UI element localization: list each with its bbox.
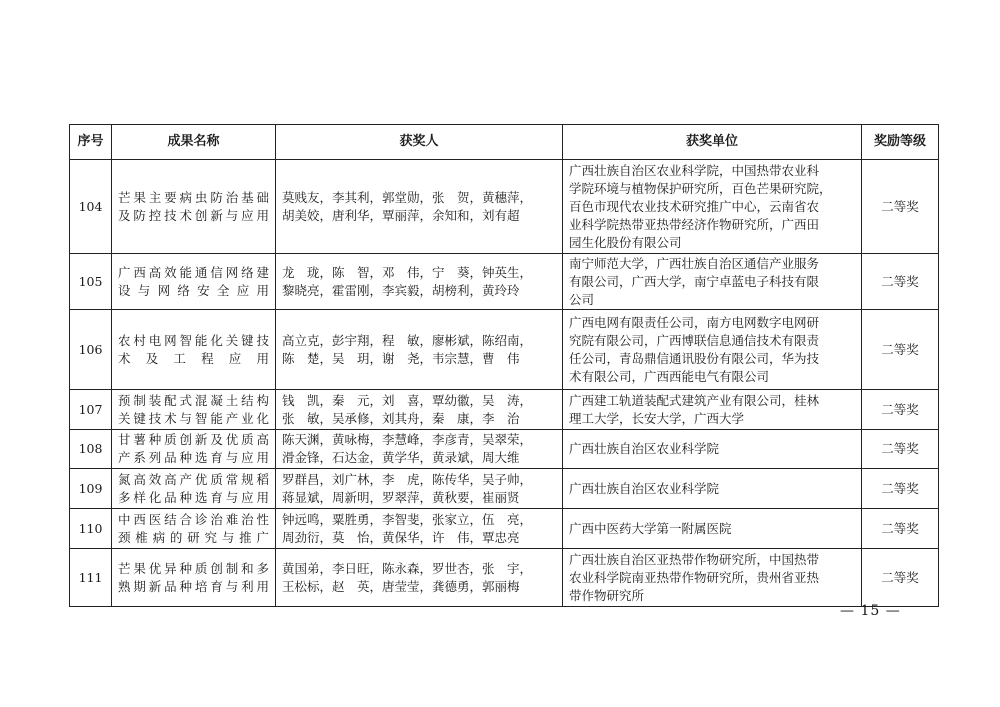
winning-units (563, 549, 862, 607)
name-line: 预制装配式混凝土结构 (118, 392, 269, 408)
award-level: 二等奖 (862, 390, 939, 430)
people-line: 张 敏，吴承修，刘其舟，秦 康，李 治 (282, 410, 520, 426)
row-number: 110 (70, 509, 112, 549)
achievement-name (112, 549, 276, 607)
unit-line: 究院有限公司，广西博联信息通信技术有限责 (569, 332, 820, 348)
unit-line: 南宁师范大学，广西壮族自治区通信产业服务 (569, 255, 820, 271)
name-line: 关键技术与智能产业化 (118, 410, 269, 426)
table-row (70, 254, 939, 310)
winners (276, 390, 563, 430)
award-level: 二等奖 (862, 430, 939, 469)
people-line: 罗群昌，刘广林，李 虎，陈传华，吴子帅， (282, 471, 533, 487)
row-number: 109 (70, 469, 112, 509)
table-row (70, 430, 939, 469)
name-line: 多样化品种选育与应用 (118, 489, 269, 505)
award-level: 二等奖 (862, 160, 939, 254)
name-line: 术及工程应用 (118, 350, 269, 366)
unit-line: 广西建工轨道装配式建筑产业有限公司，桂林 (569, 392, 820, 408)
row-number: 108 (70, 430, 112, 469)
people-line: 莫贱友，李其利，郭堂勋，张 贺，黄穗萍， (282, 189, 533, 205)
winning-units (563, 160, 862, 254)
name-line: 中西医结合诊治难治性 (118, 511, 269, 527)
people-line: 陈天渊，黄咏梅，李慧峰，李彦青，吴翠荣， (282, 432, 533, 447)
people-line: 黎晓亮，霍雷刚，李宾毅，胡榜利，黄玲玲 (282, 282, 520, 298)
table-row (70, 549, 939, 607)
unit-line: 百色市现代农业技术研究推广中心，云南省农 (569, 198, 820, 214)
people-line: 胡美姣，唐利华，覃丽萍，余知和，刘有超 (282, 207, 520, 223)
unit-line: 任公司，青岛鼎信通讯股份有限公司，华为技 (569, 350, 820, 366)
header-level: 奖励等级 (862, 125, 939, 160)
page-number: — 15 — (840, 603, 901, 619)
row-number: 104 (70, 160, 112, 254)
header-people: 获奖人 (276, 125, 563, 160)
winners (276, 160, 563, 254)
unit-line: 公司 (569, 291, 595, 307)
name-line: 设与网络安全应用 (118, 282, 269, 298)
table-row (70, 310, 939, 390)
unit-line: 理工大学，长安大学，广西大学 (569, 410, 745, 426)
award-level: 二等奖 (862, 509, 939, 549)
people-line: 蒋显斌，周新明，罗翠萍，黄秋要，崔丽贤 (282, 489, 520, 505)
people-line: 龙 珑，陈 智，邓 伟，宁 葵，钟英生， (282, 264, 533, 280)
name-line: 芒果主要病虫防治基础 (118, 189, 269, 205)
unit-line: 广西壮族自治区农业科学院，中国热带农业科 (569, 162, 820, 178)
achievement-name (112, 160, 276, 254)
people-line: 钱 凯，秦 元，刘 喜，覃幼徽，吴 涛， (282, 392, 533, 408)
people-line: 滑金锋，石达金，黄学华，黄录斌，周大维 (282, 450, 520, 465)
unit-line: 学院环境与植物保护研究所，百色芒果研究院， (569, 180, 832, 196)
winning-units (563, 254, 862, 310)
table-header-row (70, 125, 939, 160)
name-line: 广西高效能通信网络建 (118, 264, 269, 280)
award-level: 二等奖 (862, 549, 939, 607)
name-line: 熟期新品种培育与利用 (118, 578, 269, 594)
unit-line: 园生化股份有限公司 (569, 234, 682, 250)
achievement-name (112, 254, 276, 310)
award-level: 二等奖 (862, 310, 939, 390)
name-line: 甘薯种质创新及优质高 (118, 432, 269, 447)
achievement-name (112, 390, 276, 430)
achievement-name (112, 310, 276, 390)
people-line: 陈 楚，吴 玥，谢 尧，韦宗慧，曹 伟 (282, 350, 520, 366)
unit-line: 广西壮族自治区亚热带作物研究所，中国热带 (569, 551, 820, 567)
name-line: 氮高效高产优质常规稻 (118, 471, 269, 487)
row-number: 106 (70, 310, 112, 390)
unit-line: 带作物研究所 (569, 587, 645, 603)
achievement-name (112, 509, 276, 549)
winning-units (563, 430, 862, 469)
row-number: 107 (70, 390, 112, 430)
unit-line: 业科学院热带亚热带经济作物研究所，广西田 (569, 216, 820, 232)
name-line: 芒果优异种质创制和多 (118, 560, 269, 576)
winners (276, 469, 563, 509)
achievement-name (112, 430, 276, 469)
header-name: 成果名称 (112, 125, 276, 160)
winning-units (563, 390, 862, 430)
winning-units (563, 310, 862, 390)
unit-line: 有限公司，广西大学，南宁卓蓝电子科技有限 (569, 273, 820, 289)
unit-line: 广西中医药大学第一附属医院 (569, 520, 732, 536)
unit-line: 术有限公司，广西西能电气有限公司 (569, 368, 770, 384)
name-line: 及防控技术创新与应用 (118, 207, 269, 223)
award-level: 二等奖 (862, 254, 939, 310)
award-level: 二等奖 (862, 469, 939, 509)
row-number: 111 (70, 549, 112, 607)
row-number: 105 (70, 254, 112, 310)
people-line: 王松标，赵 英，唐莹莹，龚德勇，郭丽梅 (282, 578, 520, 594)
winners (276, 549, 563, 607)
unit-line: 广西电网有限责任公司，南方电网数字电网研 (569, 314, 820, 330)
winning-units (563, 469, 862, 509)
unit-line: 农业科学院南亚热带作物研究所，贵州省亚热 (569, 569, 820, 585)
name-line: 颈椎病的研究与推广 (118, 529, 269, 545)
winners (276, 509, 563, 549)
table-row (70, 160, 939, 254)
name-line: 农村电网智能化关键技 (118, 332, 269, 348)
table-row (70, 390, 939, 430)
people-line: 钟远鸣，粟胜勇，李智斐，张家立，伍 亮， (282, 511, 533, 527)
unit-line: 广西壮族自治区农业科学院 (569, 480, 720, 496)
people-line: 黄国弟，李日旺，陈永森，罗世杏，张 宇， (282, 560, 533, 576)
achievement-name (112, 469, 276, 509)
header-no: 序号 (70, 125, 112, 160)
people-line: 高立克，彭宇翔，程 敏，廖彬斌，陈绍南， (282, 332, 533, 348)
winners (276, 310, 563, 390)
table-row (70, 469, 939, 509)
awards-table (69, 124, 939, 607)
winners (276, 254, 563, 310)
name-line: 产系列品种选育与应用 (118, 450, 269, 465)
unit-line: 广西壮族自治区农业科学院 (569, 441, 720, 456)
winning-units (563, 509, 862, 549)
table-row (70, 509, 939, 549)
header-unit: 获奖单位 (563, 125, 862, 160)
people-line: 周劲衍，莫 怡，黄保华，许 伟，覃忠亮 (282, 529, 520, 545)
winners (276, 430, 563, 469)
